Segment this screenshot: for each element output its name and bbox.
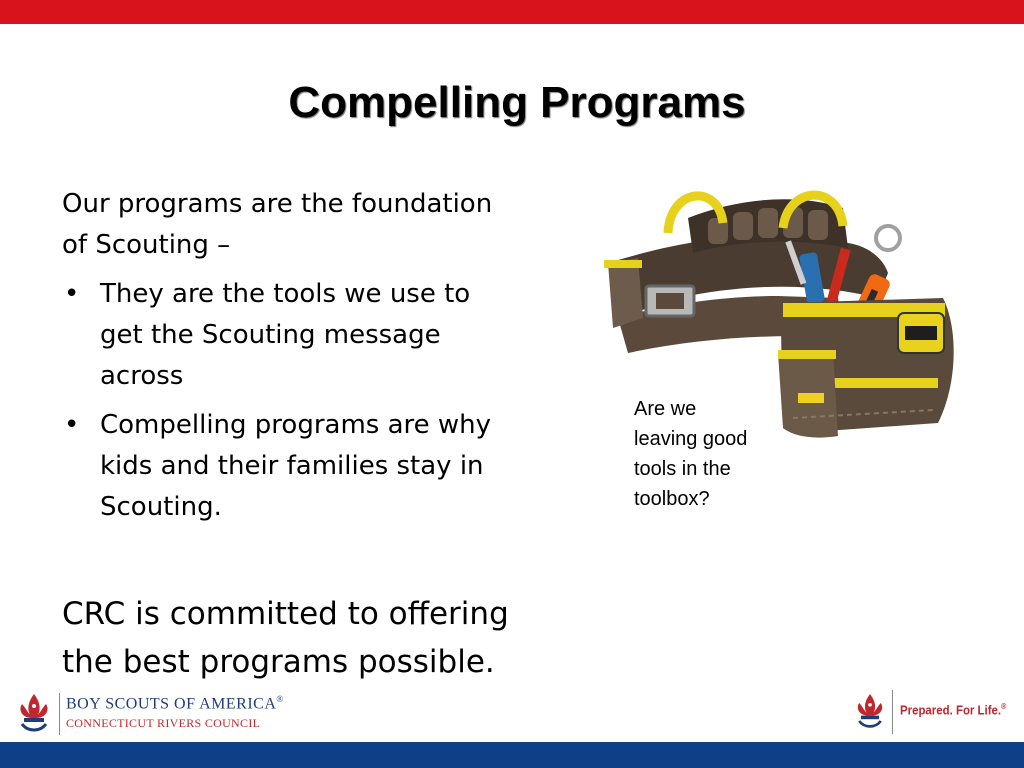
bottom-accent-bar bbox=[0, 742, 1024, 768]
bullet-marker: • bbox=[64, 279, 80, 309]
bullet-item-why bbox=[62, 405, 592, 528]
caption-line: tools in the bbox=[634, 458, 731, 480]
bullet-line: Scouting. bbox=[100, 492, 222, 522]
closing-statement bbox=[62, 590, 622, 686]
bullet-line: kids and their families stay in bbox=[100, 451, 484, 481]
fleur-de-lis-icon bbox=[14, 692, 54, 736]
org-mark: ® bbox=[276, 694, 284, 704]
bullet-line: get the Scouting message bbox=[100, 320, 441, 350]
bullet-list bbox=[62, 274, 592, 528]
closing-line-1: CRC is committed to offering bbox=[62, 596, 509, 632]
intro-line-2: of Scouting – bbox=[62, 230, 231, 260]
tagline bbox=[900, 702, 1006, 717]
top-accent-bar bbox=[0, 0, 1024, 24]
bullet-item-tools bbox=[62, 274, 592, 397]
fleur-de-lis-icon bbox=[852, 692, 888, 732]
bullet-line: Compelling programs are why bbox=[100, 410, 492, 440]
caption-line: leaving good bbox=[634, 428, 748, 450]
caption-line: toolbox? bbox=[634, 488, 710, 510]
footer-divider-left bbox=[59, 693, 60, 735]
slide-body bbox=[62, 184, 592, 536]
council-name: CONNECTICUT RIVERS COUNCIL bbox=[66, 716, 261, 730]
tagline-mark: ® bbox=[1001, 702, 1007, 711]
footer-divider-right bbox=[892, 690, 893, 734]
bullet-marker: • bbox=[64, 410, 80, 440]
org-name-text: BOY SCOUTS OF AMERICA bbox=[66, 695, 277, 713]
caption-line: Are we bbox=[634, 398, 697, 420]
org-name bbox=[66, 694, 284, 713]
closing-line-2: the best programs possible. bbox=[62, 644, 495, 680]
slide-title: Compelling Programs bbox=[288, 78, 746, 127]
intro-paragraph bbox=[62, 184, 592, 266]
image-caption bbox=[634, 394, 794, 514]
tagline-text: Prepared. For Life. bbox=[900, 702, 1002, 718]
intro-line-1: Our programs are the foundation bbox=[62, 189, 493, 219]
bullet-line: across bbox=[100, 361, 184, 391]
bullet-line: They are the tools we use to bbox=[100, 279, 471, 309]
